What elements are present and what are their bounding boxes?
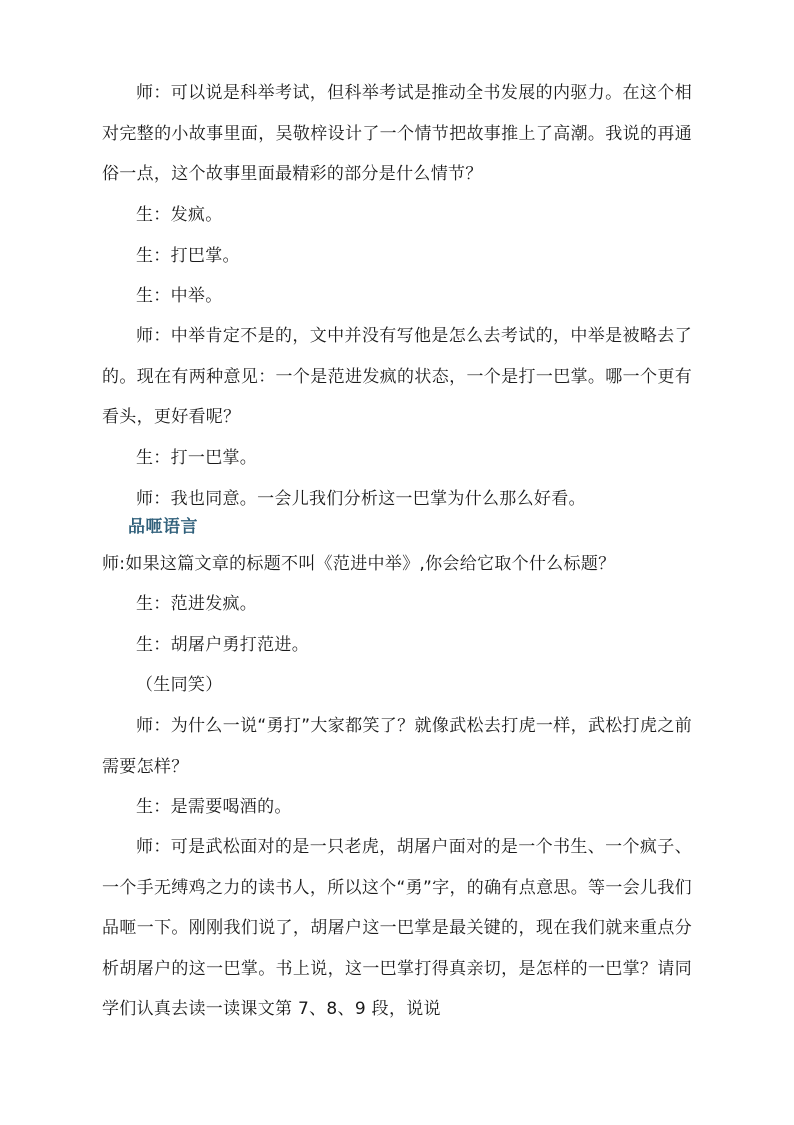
paragraph-student-4: 生：打一巴掌。	[136, 448, 258, 468]
paragraph-student-3: 生：中举。	[136, 286, 223, 306]
paragraph-student-2: 生：打巴掌。	[136, 246, 240, 266]
paragraph-teacher-2: 师：中举肯定不是的，文中并没有写他是怎么去考试的，中举是被略去了的。现在有两种意见：一个是范进发疯的状态，一个是打一巴掌。哪一个更有看头，更好看呢？	[102, 326, 692, 427]
paragraph-teacher-3: 师：我也同意。一会儿我们分析这一巴掌为什么那么好看。	[136, 489, 586, 509]
paragraph-teacher-4: 师:如果这篇文章的标题不叫《范进中举》,你会给它取个什么标题？	[102, 554, 616, 574]
paragraph-student-1: 生：发疯。	[136, 205, 223, 225]
section-heading: 品咂语言	[128, 517, 198, 537]
paragraph-student-6: 生：胡屠户勇打范进。	[136, 635, 309, 655]
paragraph-teacher-1: 师：可以说是科举考试，但科举考试是推动全书发展的内驱力。在这个相对完整的小故事里面，吴敬梓设计了一个情节把故事推上了高潮。我说的再通俗一点，这个故事里面最精彩的部分是什么情节？	[102, 83, 692, 184]
paragraph-teacher-6: 师：可是武松面对的是一只老虎，胡屠户面对的是一个书生、一个疯子、一个手无缚鸡之力的读书人，所以这个“勇”字，的确有点意思。等一会儿我们品咂一下。刚刚我们说了，胡屠户这一巴掌是最关键的，现在我们就来重点分析胡屠户的这一巴掌。书上说，这一巴掌打得真亲切，是怎样的一巴掌？请同学们认真去读一读课文第 7、8、9 段，说说	[102, 837, 692, 1019]
paragraph-teacher-5: 师：为什么一说“勇打”大家都笑了？就像武松去打虎一样，武松打虎之前需要怎样？	[102, 716, 692, 777]
paragraph-stage-note: （生同笑）	[136, 675, 223, 695]
paragraph-student-7: 生：是需要喝酒的。	[136, 797, 292, 817]
paragraph-student-5: 生：范进发疯。	[136, 594, 258, 614]
